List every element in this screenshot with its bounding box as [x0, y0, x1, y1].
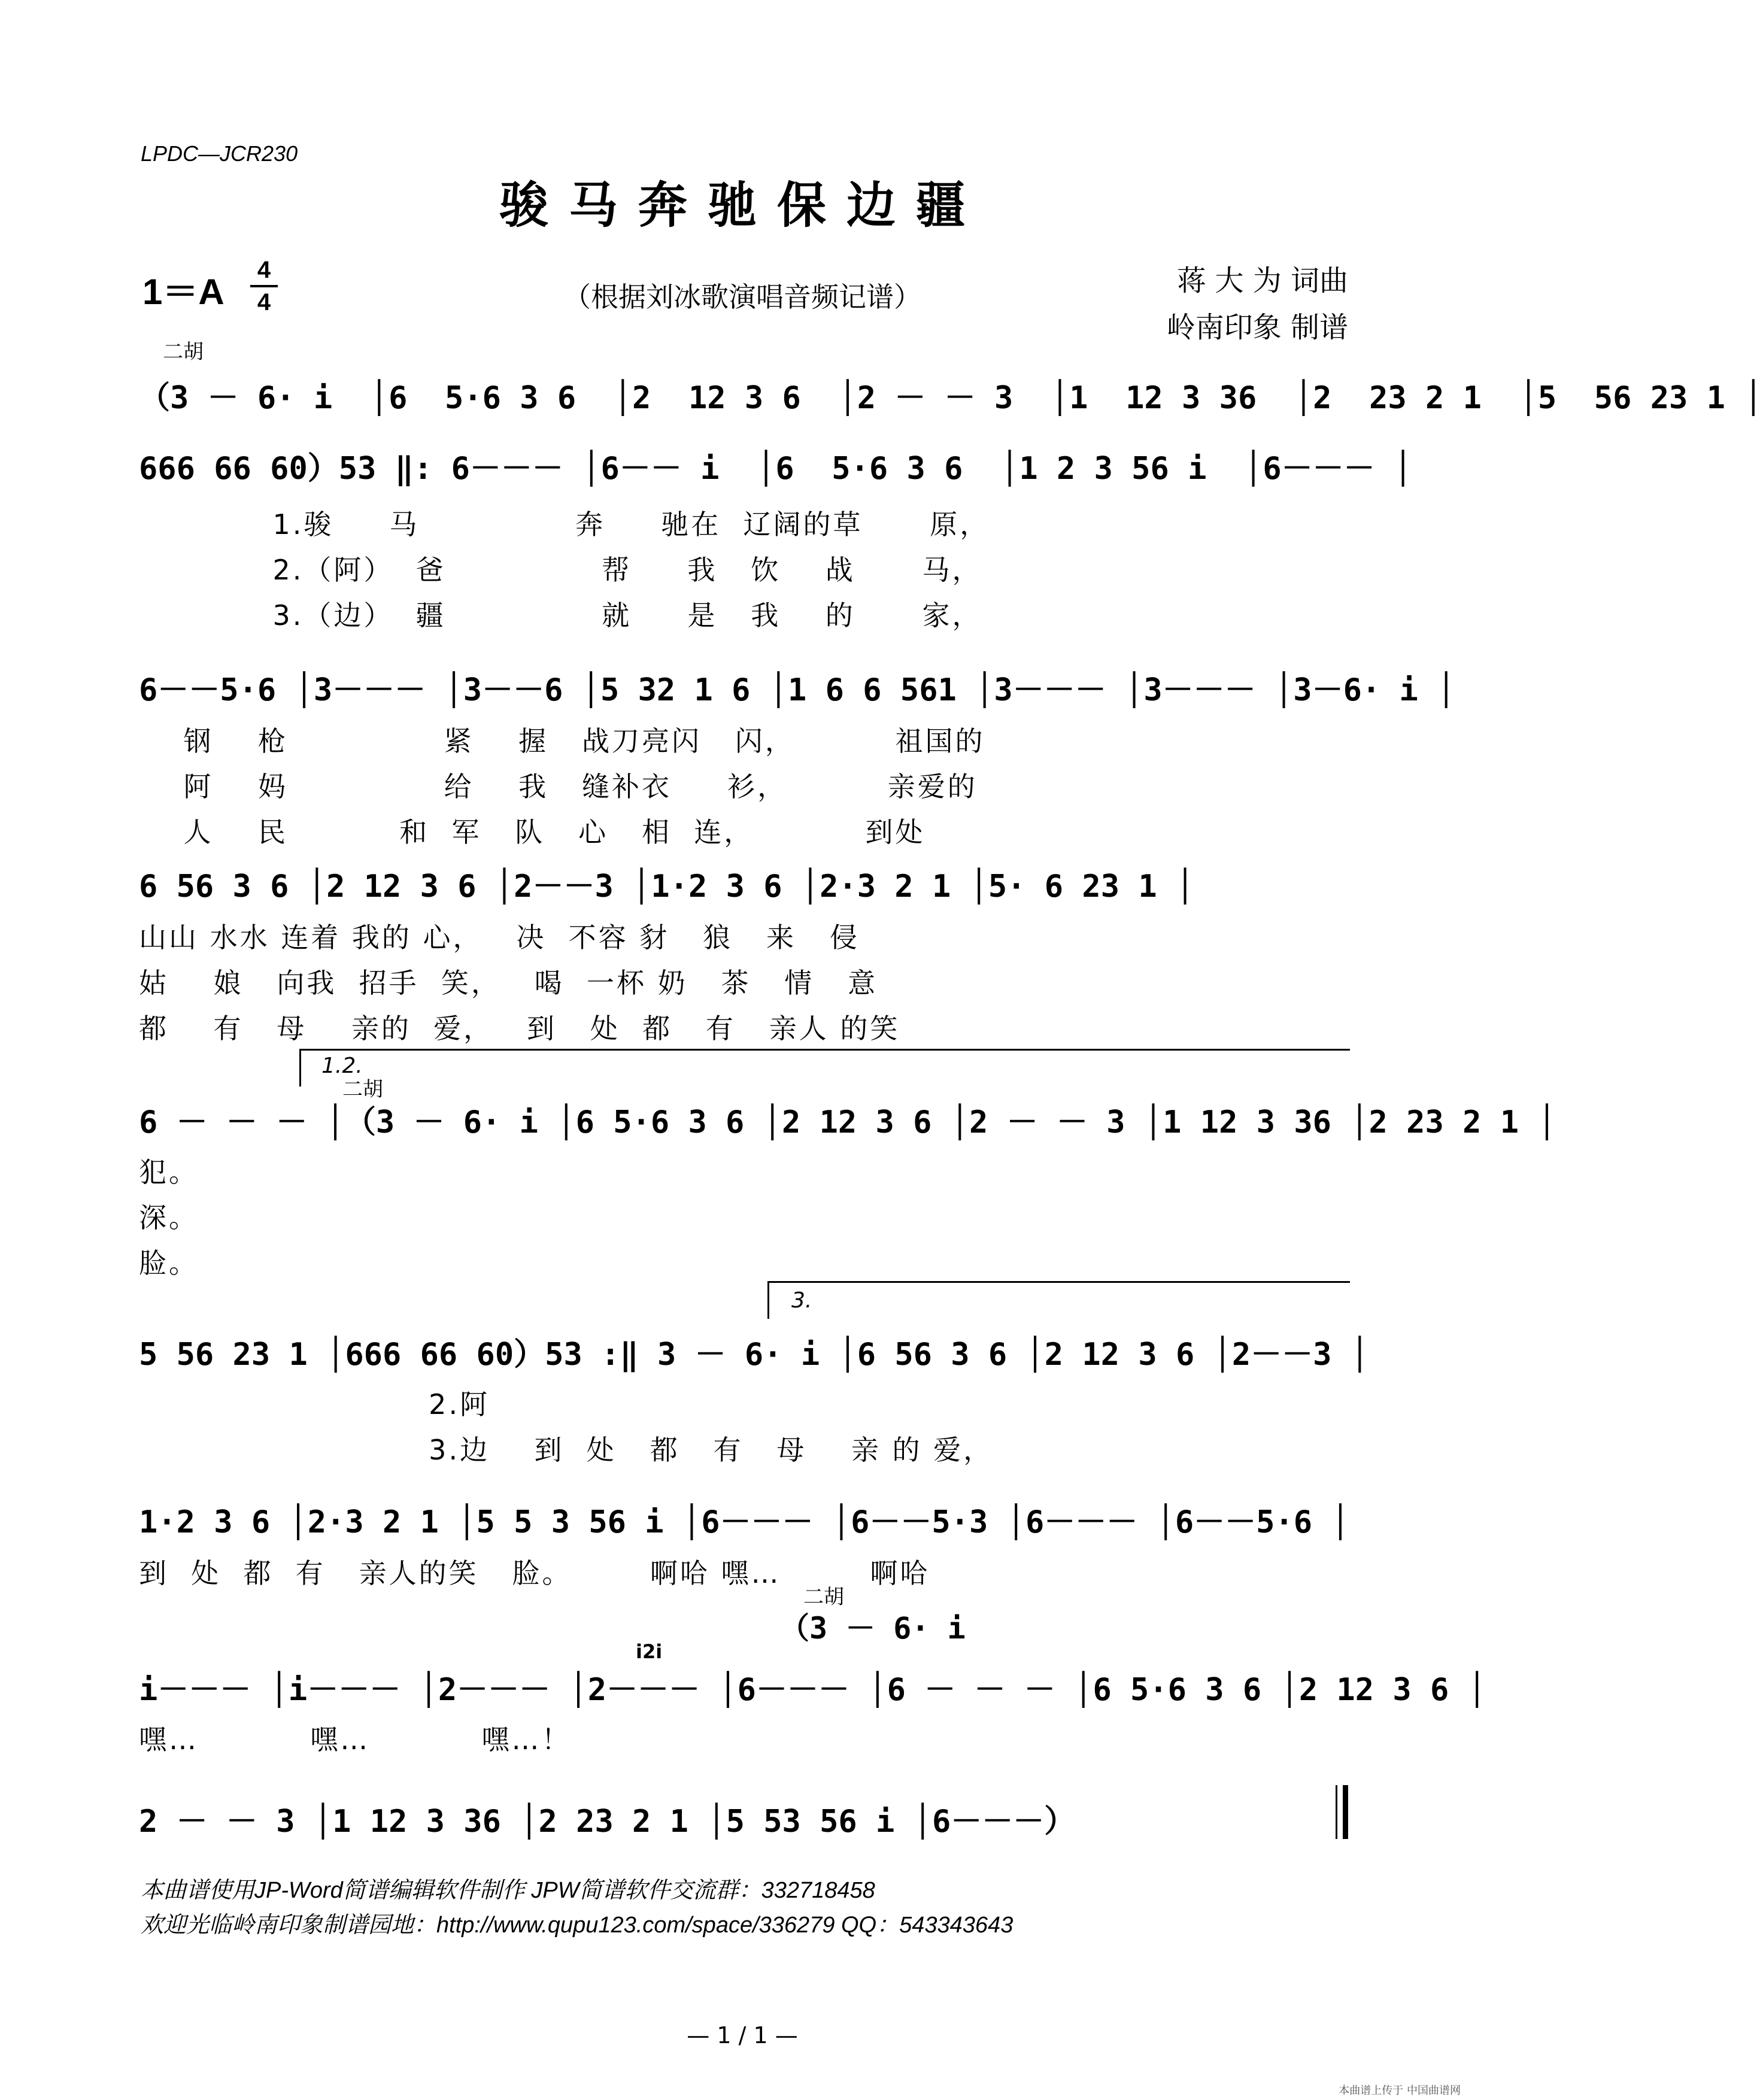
music-line: i－－－ │i－－－ │2－－－ │2－－－ │6－－－ │6 － － － │6 5·6 3 6 │2 12 3 6 │ [139, 1672, 1486, 1708]
music-line: 6 56 3 6 │2 12 3 6 │2－－3 │1·2 3 6 │2·3 2 1 │5· 6 23 1 │ [139, 869, 1195, 905]
music-line: 6－－5·6 │3－－－ │3－－6 │5 32 1 6 │1 6 6 561 │3－－－ │3－－－ │3－6· i │ [139, 672, 1456, 708]
lyric-verse-2: 阿 妈 给 我 缝补衣 衫， 亲爱的 [139, 770, 978, 803]
instrument-label: 二胡 [803, 1585, 844, 1609]
erhu-intro-line: （3 － 6· i [779, 1611, 966, 1646]
lyric-verse-3: 3.（边） 疆 就 是 我 的 家， [139, 599, 982, 632]
music-line: 6 － － － │（3 － 6· i │6 5·6 3 6 │2 12 3 6 │2 － － 3 │1 12 3 36 │2 23 2 1 │ [139, 1104, 1556, 1140]
final-barline [1336, 1785, 1348, 1839]
volta-label: 3. [791, 1288, 812, 1313]
time-top: 4 [257, 257, 271, 283]
footer-line-2: 欢迎光临岭南印象制谱园地：http://www.qupu123.com/space/336279 QQ：543343643 [141, 1913, 1014, 1938]
credit-score: 岭南印象 制谱 [1166, 311, 1348, 344]
key-signature: 1＝A [142, 272, 224, 312]
volta-label: 1.2. [321, 1054, 363, 1078]
footer-line-1: 本曲谱使用JP-Word简谱编辑软件制作 JPW简谱软件交流群：332718458 [141, 1878, 875, 1903]
music-line: （3 － 6· i │6 5·6 3 6 │2 12 3 6 │2 － － 3 │1 12 3 36 │2 23 2 1 │5 56 23 1 │ [139, 380, 1763, 416]
volta-bracket [767, 1281, 1350, 1319]
credit-lyrics: 蒋 大 为 词曲 [1177, 264, 1348, 298]
lyric-verse-1: 山山 水水 连着 我的 心， 决 不容 豺 狼 来 侵 [139, 921, 860, 954]
music-line: 5 56 23 1 │666 66 60）53 :‖ 3 － 6· i │6 56 3 6 │2 12 3 6 │2－－3 │ [139, 1337, 1370, 1373]
volta-bracket [299, 1049, 1350, 1087]
music-line: 666 66 60）53 ‖: 6－－－ │6－－ i │6 5·6 3 6 │1 2 3 56 i │6－－－ │ [139, 451, 1413, 487]
lyric-verse-3: 人 民 和 军 队 心 相 连， 到处 [139, 816, 926, 848]
instrument-label: 二胡 [163, 340, 204, 364]
credits [1167, 257, 1348, 351]
lyric-verse-3: 3.边 到 处 都 有 母 亲 的 爱， [139, 1434, 994, 1466]
lyric-verse-2: 姑 娘 向我 招手 笑， 喝 一杯 奶 茶 情 意 [139, 967, 878, 999]
lyric-verse-1: 1.骏 马 奔 驰在 辽阔的草 原， [139, 508, 990, 541]
lyric-verse-3: 脸。 [139, 1247, 199, 1279]
lyric-line: 嘿… 嘿… 嘿…！ [139, 1723, 572, 1756]
time-bottom: 4 [257, 289, 271, 315]
grace-notes: i2i [636, 1640, 663, 1663]
subtitle: （根据刘冰歌演唱音频记谱） [563, 281, 921, 313]
lyric-verse-2: 2.阿 [139, 1388, 490, 1421]
lyric-verse-3: 都 有 母 亲的 爱， 到 处 都 有 亲人 的笑 [139, 1012, 900, 1045]
instrument-label: 二胡 [342, 1078, 383, 1101]
page-number: — 1 / 1 — [687, 2022, 798, 2049]
lyric-verse-1: 钢 枪 紧 握 战刀亮闪 闪， 祖国的 [139, 725, 985, 757]
song-title: 骏马奔驰保边疆 [499, 177, 985, 234]
lyric-verse-2: 深。 [139, 1201, 199, 1234]
lyric-line: 到 处 都 有 亲人的笑 脸。 啊哈 嘿… 啊哈 [139, 1557, 930, 1589]
upload-watermark: 本曲谱上传于 中国曲谱网 [1339, 2084, 1461, 2097]
lyric-verse-2: 2.（阿） 爸 帮 我 饮 战 马， [139, 554, 982, 586]
score-code: LPDC—JCR230 [141, 141, 298, 166]
music-line: 1·2 3 6 │2·3 2 1 │5 5 3 56 i │6－－－ │6－－5·3 │6－－－ │6－－5·6 │ [139, 1504, 1350, 1540]
lyric-verse-1: 犯。 [139, 1156, 199, 1188]
music-line: 2 － － 3 │1 12 3 36 │2 23 2 1 │5 53 56 i │6－－－） [139, 1804, 1076, 1840]
